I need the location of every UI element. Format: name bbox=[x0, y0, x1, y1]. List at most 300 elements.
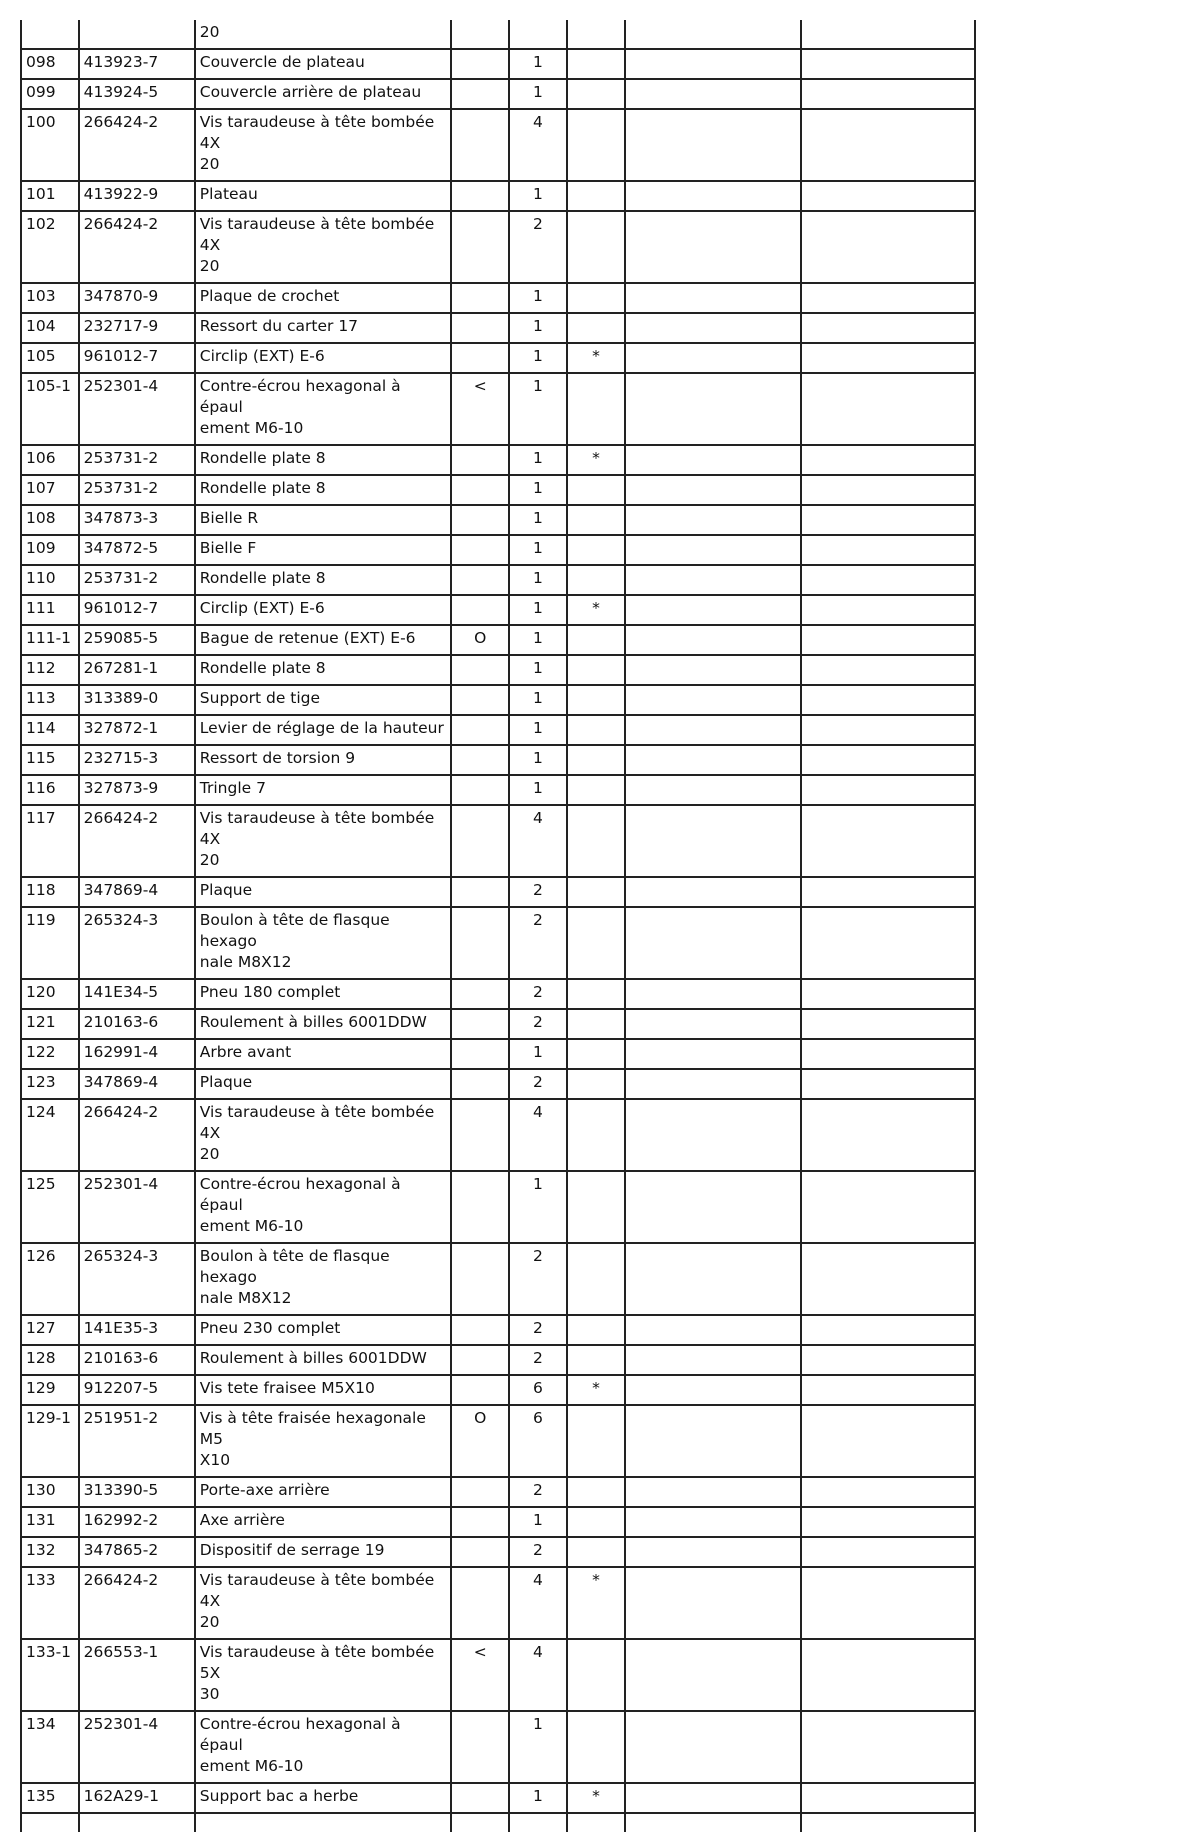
item-number: 129 bbox=[21, 1375, 79, 1405]
empty-column-2 bbox=[801, 1711, 975, 1783]
table-row bbox=[21, 109, 975, 181]
part-reference: 313390-5 bbox=[79, 1477, 195, 1507]
empty-column-2 bbox=[801, 1567, 975, 1639]
empty-column-1 bbox=[625, 1783, 801, 1813]
continuation-cell bbox=[21, 1813, 79, 1832]
item-number: 132 bbox=[21, 1537, 79, 1567]
change-mark bbox=[451, 1171, 509, 1243]
empty-column-2 bbox=[801, 1171, 975, 1243]
empty-column-1 bbox=[625, 805, 801, 877]
empty-column-1 bbox=[625, 595, 801, 625]
empty-column-1 bbox=[625, 1375, 801, 1405]
description-line: Bague de retenue (EXT) E-6 bbox=[199, 629, 416, 647]
part-reference: 162991-4 bbox=[79, 1039, 195, 1069]
part-description bbox=[195, 1243, 452, 1315]
quantity: 1 bbox=[509, 715, 567, 745]
quantity: 4 bbox=[509, 805, 567, 877]
empty-column-2 bbox=[801, 1345, 975, 1375]
note-asterisk bbox=[567, 79, 626, 109]
description-line: Pneu 230 complet bbox=[199, 1319, 341, 1337]
empty-column-2 bbox=[801, 595, 975, 625]
quantity: 1 bbox=[509, 565, 567, 595]
item-number: 135 bbox=[21, 1783, 79, 1813]
note-asterisk bbox=[567, 109, 626, 181]
note-asterisk bbox=[567, 775, 626, 805]
table-row bbox=[21, 1537, 975, 1567]
item-number: 106 bbox=[21, 445, 79, 475]
table-row bbox=[21, 1039, 975, 1069]
item-number: 100 bbox=[21, 109, 79, 181]
description-line: Vis taraudeuse à tête bombée 4X bbox=[199, 1571, 435, 1610]
quantity: 1 bbox=[509, 181, 567, 211]
part-reference: 265324-3 bbox=[79, 907, 195, 979]
part-description bbox=[195, 655, 452, 685]
description-line: Support de tige bbox=[199, 689, 321, 707]
part-reference: 253731-2 bbox=[79, 565, 195, 595]
description-line: ement M6-10 bbox=[199, 419, 304, 437]
empty-column-2 bbox=[801, 49, 975, 79]
description-line: Vis taraudeuse à tête bombée 4X bbox=[199, 809, 435, 848]
description-line: 20 bbox=[199, 23, 220, 41]
empty-column-1 bbox=[625, 475, 801, 505]
part-description bbox=[195, 1315, 452, 1345]
part-description bbox=[195, 625, 452, 655]
table-row bbox=[21, 1171, 975, 1243]
note-asterisk bbox=[567, 907, 626, 979]
continuation-cell bbox=[625, 1813, 801, 1832]
note-asterisk bbox=[567, 877, 626, 907]
empty-column-1 bbox=[625, 313, 801, 343]
change-mark bbox=[451, 907, 509, 979]
part-description bbox=[195, 1009, 452, 1039]
change-mark: < bbox=[451, 1639, 509, 1711]
continuation-cell bbox=[451, 1813, 509, 1832]
part-description bbox=[195, 1567, 452, 1639]
empty-column-2 bbox=[801, 1009, 975, 1039]
item-number: 121 bbox=[21, 1009, 79, 1039]
part-description bbox=[195, 1639, 452, 1711]
item-number bbox=[21, 20, 79, 49]
part-description bbox=[195, 49, 452, 79]
description-line: Contre-écrou hexagonal à épaul bbox=[199, 1715, 401, 1754]
table-row bbox=[21, 745, 975, 775]
change-mark bbox=[451, 109, 509, 181]
quantity: 1 bbox=[509, 373, 567, 445]
change-mark bbox=[451, 595, 509, 625]
part-description bbox=[195, 1783, 452, 1813]
note-asterisk bbox=[567, 625, 626, 655]
table-row bbox=[21, 20, 975, 49]
part-description bbox=[195, 1507, 452, 1537]
note-asterisk bbox=[567, 181, 626, 211]
description-line: Bielle R bbox=[199, 509, 259, 527]
empty-column-1 bbox=[625, 1477, 801, 1507]
table-row bbox=[21, 1507, 975, 1537]
change-mark bbox=[451, 685, 509, 715]
change-mark bbox=[451, 1315, 509, 1345]
empty-column-2 bbox=[801, 715, 975, 745]
quantity: 1 bbox=[509, 79, 567, 109]
quantity: 4 bbox=[509, 1567, 567, 1639]
empty-column-1 bbox=[625, 49, 801, 79]
note-asterisk bbox=[567, 1315, 626, 1345]
continuation-cell bbox=[567, 1813, 626, 1832]
description-line: Ressort du carter 17 bbox=[199, 317, 359, 335]
empty-column-2 bbox=[801, 1507, 975, 1537]
empty-column-2 bbox=[801, 79, 975, 109]
change-mark bbox=[451, 1477, 509, 1507]
item-number: 124 bbox=[21, 1099, 79, 1171]
change-mark bbox=[451, 79, 509, 109]
part-description bbox=[195, 715, 452, 745]
item-number: 128 bbox=[21, 1345, 79, 1375]
description-line: 20 bbox=[199, 1613, 220, 1631]
empty-column-1 bbox=[625, 1537, 801, 1567]
quantity: 2 bbox=[509, 1069, 567, 1099]
empty-column-1 bbox=[625, 1243, 801, 1315]
change-mark bbox=[451, 1069, 509, 1099]
parts-table bbox=[20, 20, 976, 1832]
part-reference: 265324-3 bbox=[79, 1243, 195, 1315]
description-line: Plaque bbox=[199, 1073, 253, 1091]
part-reference: 253731-2 bbox=[79, 475, 195, 505]
table-row bbox=[21, 373, 975, 445]
part-description bbox=[195, 20, 452, 49]
change-mark bbox=[451, 1345, 509, 1375]
table-row bbox=[21, 445, 975, 475]
part-reference: 252301-4 bbox=[79, 1711, 195, 1783]
change-mark bbox=[451, 445, 509, 475]
empty-column-2 bbox=[801, 1069, 975, 1099]
change-mark: < bbox=[451, 373, 509, 445]
note-asterisk bbox=[567, 1507, 626, 1537]
change-mark bbox=[451, 1537, 509, 1567]
note-asterisk bbox=[567, 1069, 626, 1099]
empty-column-2 bbox=[801, 20, 975, 49]
change-mark bbox=[451, 1567, 509, 1639]
empty-column-2 bbox=[801, 343, 975, 373]
note-asterisk: * bbox=[567, 595, 626, 625]
description-line: Axe arrière bbox=[199, 1511, 285, 1529]
empty-column-1 bbox=[625, 745, 801, 775]
part-reference: 210163-6 bbox=[79, 1009, 195, 1039]
description-line: Roulement à billes 6001DDW bbox=[199, 1349, 427, 1367]
empty-column-1 bbox=[625, 535, 801, 565]
table-row bbox=[21, 1639, 975, 1711]
quantity: 1 bbox=[509, 283, 567, 313]
quantity: 4 bbox=[509, 1639, 567, 1711]
part-reference: 961012-7 bbox=[79, 343, 195, 373]
description-line: Couvercle arrière de plateau bbox=[199, 83, 422, 101]
table-row bbox=[21, 877, 975, 907]
quantity: 2 bbox=[509, 1243, 567, 1315]
description-line: Porte-axe arrière bbox=[199, 1481, 330, 1499]
note-asterisk bbox=[567, 685, 626, 715]
empty-column-2 bbox=[801, 625, 975, 655]
table-row bbox=[21, 907, 975, 979]
empty-column-1 bbox=[625, 1315, 801, 1345]
change-mark bbox=[451, 1507, 509, 1537]
quantity: 1 bbox=[509, 505, 567, 535]
note-asterisk bbox=[567, 20, 626, 49]
note-asterisk bbox=[567, 373, 626, 445]
part-reference bbox=[79, 20, 195, 49]
empty-column-2 bbox=[801, 1243, 975, 1315]
note-asterisk bbox=[567, 313, 626, 343]
continuation-cell bbox=[509, 1813, 567, 1832]
part-reference: 210163-6 bbox=[79, 1345, 195, 1375]
change-mark bbox=[451, 775, 509, 805]
part-reference: 413924-5 bbox=[79, 79, 195, 109]
empty-column-1 bbox=[625, 211, 801, 283]
description-line: Vis taraudeuse à tête bombée 4X bbox=[199, 1103, 435, 1142]
part-description bbox=[195, 979, 452, 1009]
part-description bbox=[195, 775, 452, 805]
change-mark bbox=[451, 745, 509, 775]
description-line: Ressort de torsion 9 bbox=[199, 749, 356, 767]
change-mark bbox=[451, 1375, 509, 1405]
description-line: 20 bbox=[199, 257, 220, 275]
empty-column-1 bbox=[625, 283, 801, 313]
description-line: 20 bbox=[199, 851, 220, 869]
table-row bbox=[21, 595, 975, 625]
table-row bbox=[21, 685, 975, 715]
empty-column-1 bbox=[625, 505, 801, 535]
change-mark bbox=[451, 313, 509, 343]
empty-column-2 bbox=[801, 373, 975, 445]
change-mark: O bbox=[451, 625, 509, 655]
table-row bbox=[21, 625, 975, 655]
change-mark bbox=[451, 1783, 509, 1813]
item-number: 105 bbox=[21, 343, 79, 373]
item-number: 109 bbox=[21, 535, 79, 565]
description-line: 30 bbox=[199, 1685, 220, 1703]
quantity: 1 bbox=[509, 595, 567, 625]
note-asterisk bbox=[567, 475, 626, 505]
continuation-cell bbox=[79, 1813, 195, 1832]
description-line: Pneu 180 complet bbox=[199, 983, 341, 1001]
description-line: 20 bbox=[199, 1145, 220, 1163]
empty-column-2 bbox=[801, 1375, 975, 1405]
description-line: Arbre avant bbox=[199, 1043, 292, 1061]
note-asterisk bbox=[567, 745, 626, 775]
quantity: 2 bbox=[509, 1345, 567, 1375]
change-mark bbox=[451, 343, 509, 373]
part-reference: 232715-3 bbox=[79, 745, 195, 775]
change-mark bbox=[451, 1009, 509, 1039]
empty-column-1 bbox=[625, 565, 801, 595]
change-mark bbox=[451, 715, 509, 745]
quantity: 1 bbox=[509, 343, 567, 373]
item-number: 131 bbox=[21, 1507, 79, 1537]
table-row bbox=[21, 1345, 975, 1375]
part-reference: 232717-9 bbox=[79, 313, 195, 343]
table-row bbox=[21, 49, 975, 79]
quantity: 6 bbox=[509, 1375, 567, 1405]
change-mark bbox=[451, 1039, 509, 1069]
table-row bbox=[21, 1243, 975, 1315]
item-number: 114 bbox=[21, 715, 79, 745]
part-reference: 327873-9 bbox=[79, 775, 195, 805]
item-number: 099 bbox=[21, 79, 79, 109]
part-reference: 252301-4 bbox=[79, 373, 195, 445]
item-number: 107 bbox=[21, 475, 79, 505]
parts-table-body bbox=[21, 20, 975, 1832]
item-number: 122 bbox=[21, 1039, 79, 1069]
item-number: 117 bbox=[21, 805, 79, 877]
description-line: Circlip (EXT) E-6 bbox=[199, 347, 325, 365]
quantity: 1 bbox=[509, 655, 567, 685]
empty-column-1 bbox=[625, 1009, 801, 1039]
note-asterisk bbox=[567, 283, 626, 313]
table-row bbox=[21, 211, 975, 283]
part-description bbox=[195, 79, 452, 109]
part-reference: 347870-9 bbox=[79, 283, 195, 313]
empty-column-1 bbox=[625, 343, 801, 373]
item-number: 103 bbox=[21, 283, 79, 313]
description-line: Bielle F bbox=[199, 539, 257, 557]
part-description bbox=[195, 211, 452, 283]
empty-column-1 bbox=[625, 1639, 801, 1711]
empty-column-2 bbox=[801, 877, 975, 907]
part-reference: 313389-0 bbox=[79, 685, 195, 715]
empty-column-2 bbox=[801, 1405, 975, 1477]
description-line: Roulement à billes 6001DDW bbox=[199, 1013, 427, 1031]
quantity: 1 bbox=[509, 1039, 567, 1069]
note-asterisk bbox=[567, 565, 626, 595]
quantity: 2 bbox=[509, 211, 567, 283]
empty-column-1 bbox=[625, 20, 801, 49]
note-asterisk bbox=[567, 805, 626, 877]
part-reference: 413923-7 bbox=[79, 49, 195, 79]
table-row bbox=[21, 979, 975, 1009]
table-row bbox=[21, 1405, 975, 1477]
table-row bbox=[21, 313, 975, 343]
table-row bbox=[21, 535, 975, 565]
part-description bbox=[195, 805, 452, 877]
part-reference: 141E34-5 bbox=[79, 979, 195, 1009]
item-number: 127 bbox=[21, 1315, 79, 1345]
table-row bbox=[21, 805, 975, 877]
note-asterisk: * bbox=[567, 343, 626, 373]
part-reference: 347872-5 bbox=[79, 535, 195, 565]
quantity: 1 bbox=[509, 49, 567, 79]
empty-column-2 bbox=[801, 1099, 975, 1171]
description-line: Couvercle de plateau bbox=[199, 53, 365, 71]
empty-column-2 bbox=[801, 313, 975, 343]
quantity: 2 bbox=[509, 1315, 567, 1345]
item-number: 110 bbox=[21, 565, 79, 595]
part-description bbox=[195, 1171, 452, 1243]
part-description bbox=[195, 1537, 452, 1567]
empty-column-2 bbox=[801, 475, 975, 505]
note-asterisk: * bbox=[567, 1567, 626, 1639]
quantity: 6 bbox=[509, 1405, 567, 1477]
empty-column-1 bbox=[625, 625, 801, 655]
description-line: Plateau bbox=[199, 185, 258, 203]
change-mark bbox=[451, 805, 509, 877]
note-asterisk bbox=[567, 1009, 626, 1039]
change-mark bbox=[451, 655, 509, 685]
note-asterisk bbox=[567, 211, 626, 283]
part-description bbox=[195, 565, 452, 595]
empty-column-2 bbox=[801, 979, 975, 1009]
empty-column-1 bbox=[625, 181, 801, 211]
note-asterisk bbox=[567, 1639, 626, 1711]
change-mark bbox=[451, 283, 509, 313]
note-asterisk: * bbox=[567, 445, 626, 475]
description-line: Vis taraudeuse à tête bombée 4X bbox=[199, 215, 435, 254]
continuation-row bbox=[21, 1813, 975, 1832]
empty-column-1 bbox=[625, 907, 801, 979]
change-mark bbox=[451, 1711, 509, 1783]
empty-column-1 bbox=[625, 373, 801, 445]
note-asterisk bbox=[567, 1405, 626, 1477]
change-mark bbox=[451, 505, 509, 535]
part-reference: 259085-5 bbox=[79, 625, 195, 655]
table-row bbox=[21, 79, 975, 109]
note-asterisk bbox=[567, 1477, 626, 1507]
empty-column-1 bbox=[625, 1507, 801, 1537]
item-number: 098 bbox=[21, 49, 79, 79]
table-row bbox=[21, 1009, 975, 1039]
quantity: 1 bbox=[509, 1507, 567, 1537]
item-number: 129-1 bbox=[21, 1405, 79, 1477]
part-description bbox=[195, 109, 452, 181]
empty-column-2 bbox=[801, 535, 975, 565]
part-reference: 162A29-1 bbox=[79, 1783, 195, 1813]
description-line: Contre-écrou hexagonal à épaul bbox=[199, 377, 401, 416]
change-mark: O bbox=[451, 1405, 509, 1477]
empty-column-1 bbox=[625, 445, 801, 475]
item-number: 133-1 bbox=[21, 1639, 79, 1711]
change-mark bbox=[451, 1099, 509, 1171]
table-row bbox=[21, 1567, 975, 1639]
item-number: 113 bbox=[21, 685, 79, 715]
item-number: 111 bbox=[21, 595, 79, 625]
description-line: ement M6-10 bbox=[199, 1217, 304, 1235]
empty-column-1 bbox=[625, 685, 801, 715]
empty-column-1 bbox=[625, 109, 801, 181]
table-row bbox=[21, 1099, 975, 1171]
item-number: 112 bbox=[21, 655, 79, 685]
change-mark bbox=[451, 535, 509, 565]
empty-column-1 bbox=[625, 775, 801, 805]
part-reference: 347869-4 bbox=[79, 1069, 195, 1099]
item-number: 133 bbox=[21, 1567, 79, 1639]
part-reference: 266424-2 bbox=[79, 109, 195, 181]
description-line: Plaque bbox=[199, 881, 253, 899]
part-description bbox=[195, 1711, 452, 1783]
note-asterisk: * bbox=[567, 1375, 626, 1405]
part-reference: 253731-2 bbox=[79, 445, 195, 475]
part-reference: 266424-2 bbox=[79, 1567, 195, 1639]
table-row bbox=[21, 343, 975, 373]
empty-column-2 bbox=[801, 1783, 975, 1813]
quantity: 4 bbox=[509, 1099, 567, 1171]
part-description bbox=[195, 1405, 452, 1477]
note-asterisk bbox=[567, 1243, 626, 1315]
item-number: 130 bbox=[21, 1477, 79, 1507]
quantity: 1 bbox=[509, 775, 567, 805]
change-mark bbox=[451, 475, 509, 505]
table-row bbox=[21, 1069, 975, 1099]
empty-column-2 bbox=[801, 1639, 975, 1711]
note-asterisk bbox=[567, 505, 626, 535]
table-row bbox=[21, 475, 975, 505]
empty-column-2 bbox=[801, 805, 975, 877]
description-line: Levier de réglage de la hauteur bbox=[199, 719, 444, 737]
